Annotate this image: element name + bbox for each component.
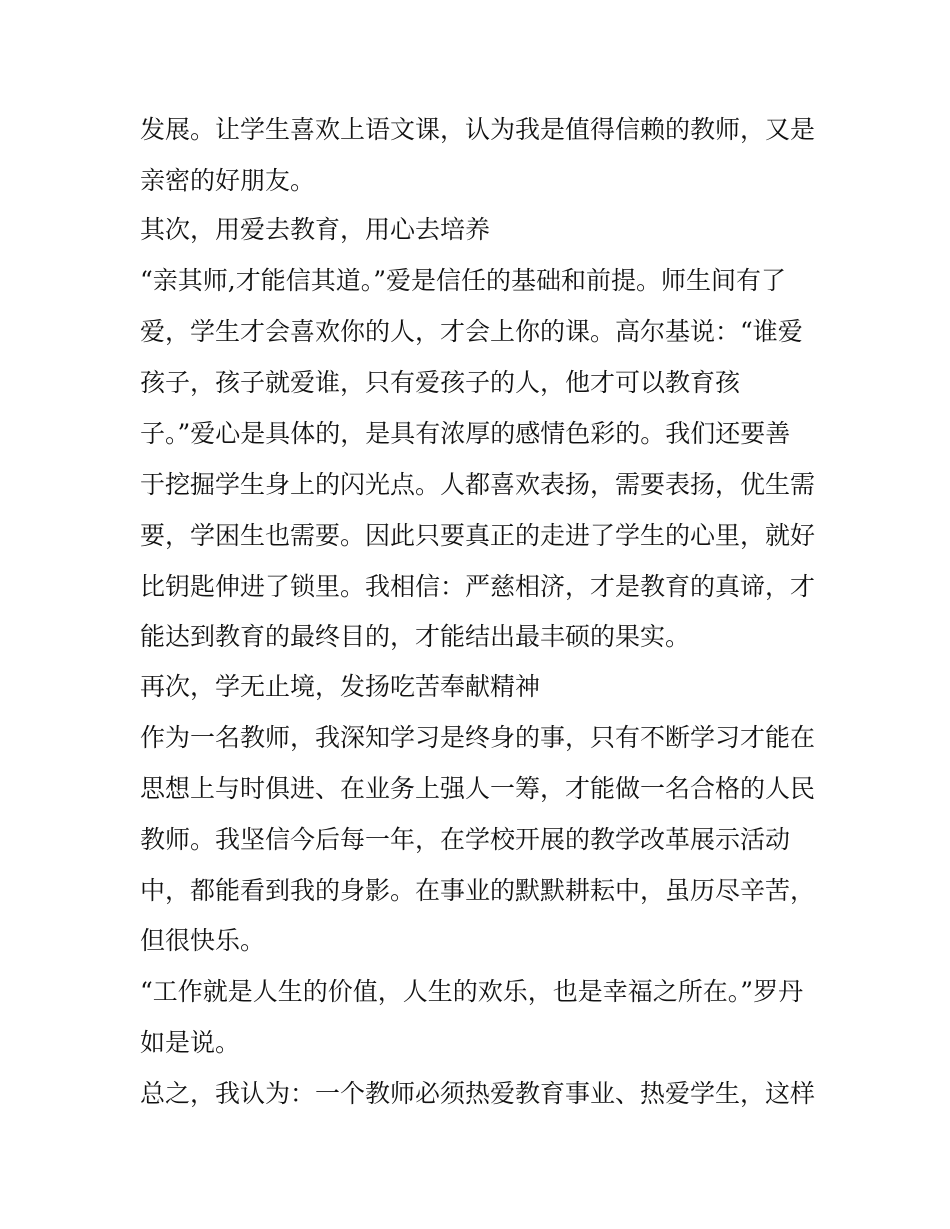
text-line: 子。”爱心是具体的，是具有浓厚的感情色彩的。我们还要善 xyxy=(140,419,791,448)
text-line: 孩子，孩子就爱谁，只有爱孩子的人，他才可以教育孩 xyxy=(140,368,741,397)
text-line: 爱，学生才会喜欢你的人，才会上你的课。高尔基说：“谁爱 xyxy=(140,317,803,346)
text-line: 如是说。 xyxy=(140,1028,241,1057)
section-heading: 再次，学无止境，发扬吃苦奉献精神 xyxy=(140,672,541,701)
text-line: 思想上与时俱进、在业务上强人一筹，才能做一名合格的人民 xyxy=(140,774,816,803)
text-line: 要，学困生也需要。因此只要真正的走进了学生的心里，就好 xyxy=(140,521,816,550)
text-line: 比钥匙伸进了锁里。我相信：严慈相济，才是教育的真谛，才 xyxy=(140,572,816,601)
text-line: “亲其师,才能信其道。”爱是信任的基础和前提。师生间有了 xyxy=(140,266,787,295)
text-line: 中，都能看到我的身影。在事业的默默耕耘中，虽历尽辛苦， xyxy=(140,876,816,905)
section-heading: 其次，用爱去教育，用心去培养 xyxy=(140,215,491,244)
text-line: 发展。让学生喜欢上语文课，认为我是值得信赖的教师，又是 xyxy=(140,115,816,144)
text-line: 教师。我坚信今后每一年，在学校开展的教学改革展示活动 xyxy=(140,825,791,854)
text-line: 亲密的好朋友。 xyxy=(140,166,316,195)
text-line: 能达到教育的最终目的，才能结出最丰硕的果实。 xyxy=(140,622,691,651)
text-line: 总之，我认为：一个教师必须热爱教育事业、热爱学生，这样 xyxy=(140,1079,816,1108)
text-line: 于挖掘学生身上的闪光点。人都喜欢表扬，需要表扬，优生需 xyxy=(140,470,816,499)
quote-line: “工作就是人生的价值，人生的欢乐，也是幸福之所在。”罗丹 xyxy=(140,977,804,1006)
text-line: 作为一名教师，我深知学习是终身的事，只有不断学习才能在 xyxy=(140,723,816,752)
text-line: 但很快乐。 xyxy=(140,926,266,955)
